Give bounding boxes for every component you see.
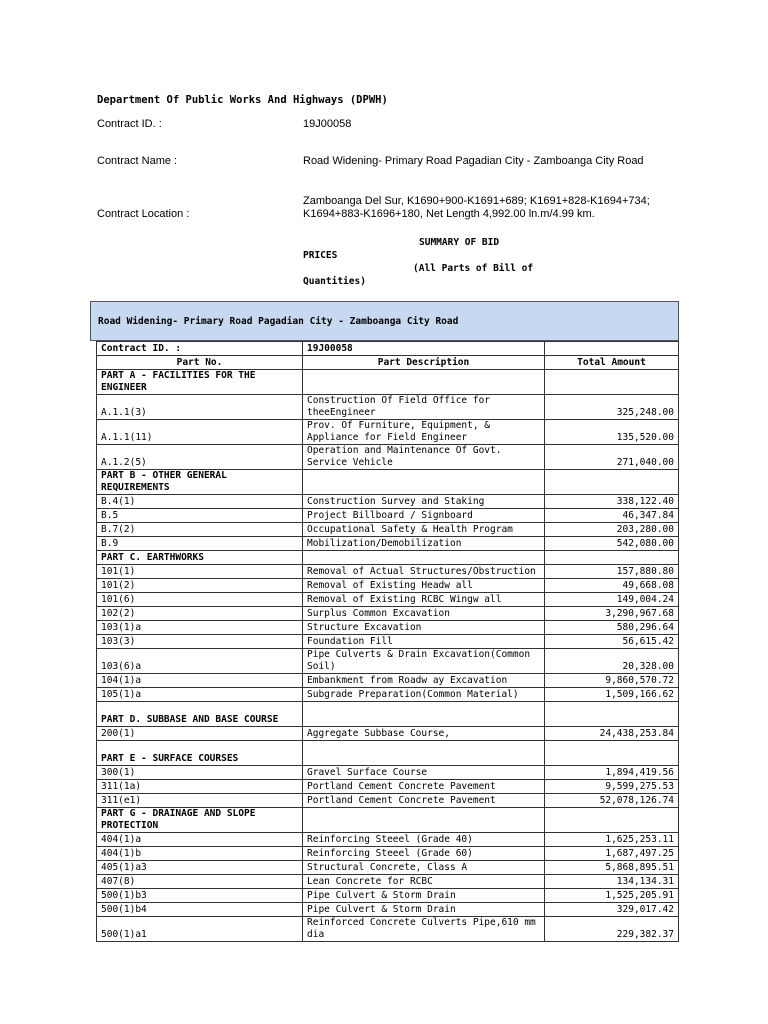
table-row — [97, 621, 679, 635]
col-header-amount: Total Amount — [545, 356, 679, 370]
table-row — [97, 649, 679, 674]
part-no-cell: 104(1)a — [97, 674, 303, 688]
description-cell — [303, 370, 545, 395]
amount-cell: 3,290,967.68 — [545, 607, 679, 621]
table-row — [97, 565, 679, 579]
description-cell: Removal of Existing Headw all — [303, 579, 545, 593]
amount-cell: 46,347.84 — [545, 509, 679, 523]
bid-summary-table-container — [90, 301, 679, 942]
part-no-cell: PART A - FACILITIES FOR THE ENGINEER — [97, 370, 303, 395]
description-cell: Prov. Of Furniture, Equipment, & Appliance for Field Engineer — [303, 420, 545, 445]
description-cell: Structure Excavation — [303, 621, 545, 635]
part-no-cell: A.1.2(5) — [97, 445, 303, 470]
description-cell: Reinforcing Steeel (Grade 60) — [303, 847, 545, 861]
summary-line1: SUMMARY OF BID — [419, 237, 500, 248]
amount-cell — [545, 741, 679, 766]
description-cell: Subgrade Preparation(Common Material) — [303, 688, 545, 702]
amount-cell: 52,078,126.74 — [545, 794, 679, 808]
description-cell: Pipe Culvert & Storm Drain — [303, 889, 545, 903]
section-row — [97, 370, 679, 395]
amount-cell: 325,248.00 — [545, 395, 679, 420]
amount-cell: 149,004.24 — [545, 593, 679, 607]
description-cell — [303, 702, 545, 727]
table-row — [97, 903, 679, 917]
amount-cell: 1,625,253.11 — [545, 833, 679, 847]
description-cell: Pipe Culverts & Drain Excavation(Common Soil) — [303, 649, 545, 674]
description-cell — [303, 808, 545, 833]
table-row — [97, 833, 679, 847]
amount-cell: 271,040.00 — [545, 445, 679, 470]
part-no-cell: 404(1)a — [97, 833, 303, 847]
part-no-cell: PART G - DRAINAGE AND SLOPE PROTECTION — [97, 808, 303, 833]
part-no-cell: PART B - OTHER GENERAL REQUIREMENTS — [97, 470, 303, 495]
table-row — [97, 917, 679, 942]
contract-id-label: Contract ID. : — [97, 118, 162, 130]
part-no-cell: 500(1)a1 — [97, 917, 303, 942]
contract-location-value — [303, 195, 650, 221]
part-no-cell: PART E - SURFACE COURSES — [97, 741, 303, 766]
part-no-cell: 300(1) — [97, 766, 303, 780]
table-row — [97, 780, 679, 794]
table-row — [97, 847, 679, 861]
amount-cell: 580,296.64 — [545, 621, 679, 635]
part-no-cell: 103(3) — [97, 635, 303, 649]
contract-name-value: Road Widening- Primary Road Pagadian City - Zamboanga City Road — [303, 155, 644, 167]
description-cell: Lean Concrete for RCBC — [303, 875, 545, 889]
description-cell: Foundation Fill — [303, 635, 545, 649]
table-row — [97, 727, 679, 741]
description-cell — [303, 470, 545, 495]
description-cell: Surplus Common Excavation — [303, 607, 545, 621]
description-cell: Removal of Actual Structures/Obstruction — [303, 565, 545, 579]
description-cell — [303, 551, 545, 565]
table-row — [97, 607, 679, 621]
description-cell: Occupational Safety & Health Program — [303, 523, 545, 537]
amount-cell: 5,868,895.51 — [545, 861, 679, 875]
amount-cell — [545, 702, 679, 727]
amount-cell — [545, 551, 679, 565]
part-no-cell: PART D. SUBBASE AND BASE COURSE — [97, 702, 303, 727]
description-cell: Reinforcing Steeel (Grade 40) — [303, 833, 545, 847]
part-no-cell: 311(e1) — [97, 794, 303, 808]
amount-cell — [545, 808, 679, 833]
table-row — [97, 889, 679, 903]
description-cell: Pipe Culvert & Storm Drain — [303, 903, 545, 917]
part-no-cell: 102(2) — [97, 607, 303, 621]
description-cell — [303, 741, 545, 766]
summary-line2: PRICES — [303, 250, 338, 261]
part-no-cell: B.4(1) — [97, 495, 303, 509]
part-no-cell: 500(1)b3 — [97, 889, 303, 903]
contract-location-line1: Zamboanga Del Sur, K1690+900-K1691+689; K1691+828-K1694+734; — [303, 195, 650, 207]
amount-cell: 542,080.00 — [545, 537, 679, 551]
amount-cell: 24,438,253.84 — [545, 727, 679, 741]
amount-cell: 9,599,275.53 — [545, 780, 679, 794]
table-row — [97, 635, 679, 649]
table-row — [97, 523, 679, 537]
part-no-cell: 103(6)a — [97, 649, 303, 674]
table-row — [97, 861, 679, 875]
department-title: Department Of Public Works And Highways (DPWH) — [97, 94, 388, 106]
part-no-cell: B.7(2) — [97, 523, 303, 537]
table-contract-id-label: Contract ID. : — [97, 342, 303, 356]
part-no-cell: 404(1)b — [97, 847, 303, 861]
description-cell: Operation and Maintenance Of Govt. Service Vehicle — [303, 445, 545, 470]
part-no-cell: 407(8) — [97, 875, 303, 889]
part-no-cell: A.1.1(11) — [97, 420, 303, 445]
summary-line4: Quantities) — [303, 276, 366, 287]
description-cell: Gravel Surface Course — [303, 766, 545, 780]
description-cell: Construction Survey and Staking — [303, 495, 545, 509]
part-no-cell: 105(1)a — [97, 688, 303, 702]
col-header-description: Part Description — [303, 356, 545, 370]
description-cell: Aggregate Subbase Course, — [303, 727, 545, 741]
table-row — [97, 509, 679, 523]
amount-cell: 20,328.00 — [545, 649, 679, 674]
amount-cell: 135,520.00 — [545, 420, 679, 445]
amount-cell: 1,525,205.91 — [545, 889, 679, 903]
table-header-row — [97, 356, 679, 370]
part-no-cell: 311(1a) — [97, 780, 303, 794]
amount-cell: 1,509,166.62 — [545, 688, 679, 702]
section-row — [97, 551, 679, 565]
table-row — [97, 420, 679, 445]
amount-cell: 329,017.42 — [545, 903, 679, 917]
amount-cell — [545, 370, 679, 395]
table-row — [97, 495, 679, 509]
table-row — [97, 794, 679, 808]
table-row — [97, 537, 679, 551]
description-cell: Portland Cement Concrete Pavement — [303, 794, 545, 808]
section-row — [97, 470, 679, 495]
part-no-cell: B.9 — [97, 537, 303, 551]
part-no-cell: 101(2) — [97, 579, 303, 593]
part-no-cell: 200(1) — [97, 727, 303, 741]
section-row — [97, 741, 679, 766]
section-row — [97, 808, 679, 833]
table-row — [97, 579, 679, 593]
part-no-cell: 101(1) — [97, 565, 303, 579]
contract-id-value: 19J00058 — [303, 118, 352, 130]
part-no-cell: 500(1)b4 — [97, 903, 303, 917]
table-row — [97, 875, 679, 889]
amount-cell: 56,615.42 — [545, 635, 679, 649]
col-header-part-no: Part No. — [97, 356, 303, 370]
description-cell: Reinforced Concrete Culverts Pipe,610 mm dia — [303, 917, 545, 942]
summary-heading — [303, 236, 543, 288]
table-contract-id-value: 19J00058 — [303, 342, 545, 356]
part-no-cell: PART C. EARTHWORKS — [97, 551, 303, 565]
amount-cell: 134,134.31 — [545, 875, 679, 889]
description-cell: Structural Concrete, Class A — [303, 861, 545, 875]
amount-cell — [545, 470, 679, 495]
amount-cell: 229,382.37 — [545, 917, 679, 942]
contract-location-line2: K1694+883-K1696+180, Net Length 4,992.00 ln.m/4.99 km. — [303, 208, 595, 220]
table-row — [97, 674, 679, 688]
amount-cell: 203,280.00 — [545, 523, 679, 537]
part-no-cell: 405(1)a3 — [97, 861, 303, 875]
amount-cell: 1,687,497.25 — [545, 847, 679, 861]
description-cell: Portland Cement Concrete Pavement — [303, 780, 545, 794]
bid-summary-table — [96, 341, 679, 942]
summary-line3: (All Parts of Bill of — [413, 263, 534, 274]
table-row — [97, 395, 679, 420]
part-no-cell: A.1.1(3) — [97, 395, 303, 420]
contract-name-label: Contract Name : — [97, 155, 178, 167]
table-row — [97, 445, 679, 470]
amount-cell: 1,894,419.56 — [545, 766, 679, 780]
amount-cell: 338,122.40 — [545, 495, 679, 509]
table-row — [97, 766, 679, 780]
contract-location-label: Contract Location : — [97, 208, 190, 220]
table-row — [97, 688, 679, 702]
table-banner: Road Widening- Primary Road Pagadian City - Zamboanga City Road — [90, 301, 679, 341]
section-row — [97, 702, 679, 727]
table-row — [97, 593, 679, 607]
description-cell: Removal of Existing RCBC Wingw all — [303, 593, 545, 607]
description-cell: Mobilization/Demobilization — [303, 537, 545, 551]
part-no-cell: 103(1)a — [97, 621, 303, 635]
amount-cell: 9,860,570.72 — [545, 674, 679, 688]
amount-cell: 49,668.08 — [545, 579, 679, 593]
description-cell: Construction Of Field Office for theeEngineer — [303, 395, 545, 420]
part-no-cell: B.5 — [97, 509, 303, 523]
description-cell: Embankment from Roadw ay Excavation — [303, 674, 545, 688]
amount-cell: 157,880.80 — [545, 565, 679, 579]
part-no-cell: 101(6) — [97, 593, 303, 607]
description-cell: Project Billboard / Signboard — [303, 509, 545, 523]
